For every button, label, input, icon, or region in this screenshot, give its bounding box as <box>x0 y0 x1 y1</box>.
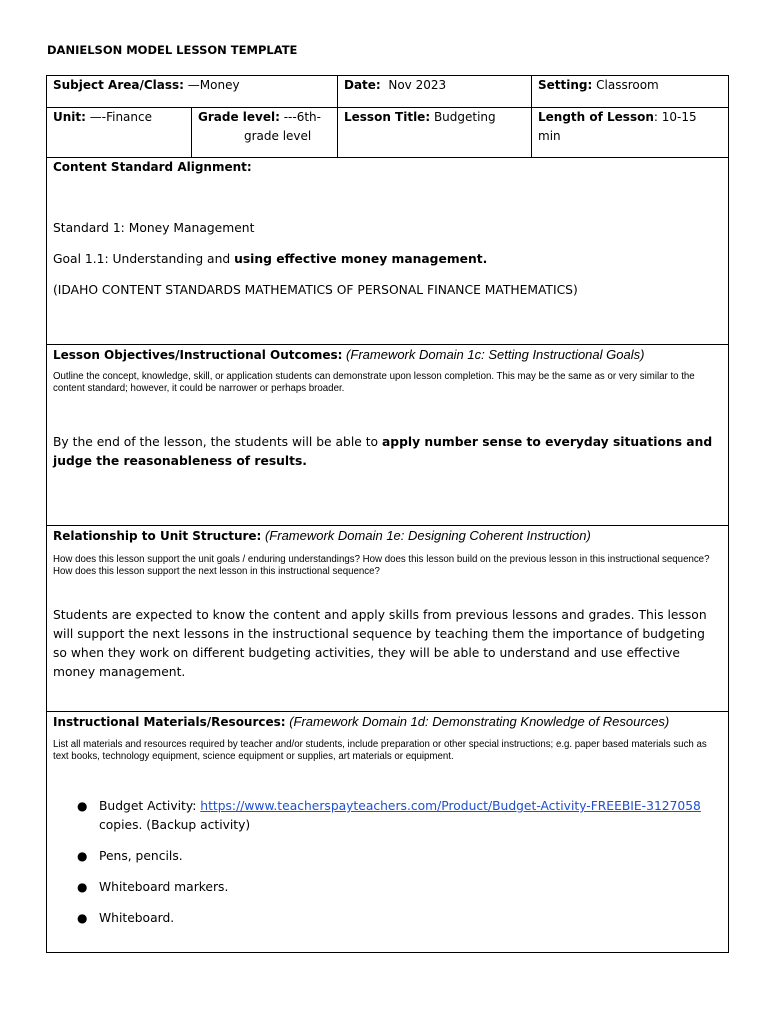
unit-cell <box>47 108 192 158</box>
objectives-cell <box>47 345 729 526</box>
setting-cell <box>532 76 729 108</box>
content-standard-heading: Content Standard Alignment: <box>53 160 252 174</box>
unit-structure-cell <box>47 526 729 712</box>
unit-structure-heading: Relationship to Unit Structure: <box>53 529 262 543</box>
materials-row <box>47 712 729 953</box>
materials-item-whiteboard <box>53 909 722 928</box>
unit-structure-row <box>47 526 729 712</box>
objectives-domain: (Framework Domain 1c: Setting Instructional Goals) <box>342 347 645 362</box>
materials-cell <box>47 712 729 953</box>
goal-prefix: Goal 1.1: Understanding and <box>53 252 235 266</box>
length-cell <box>532 108 729 158</box>
objectives-help: Outline the concept, knowledge, skill, or application students can demonstrate upon lesson completion. This may be the same as or very similar to the content standard; however, it could be narrower or perhaps broader. <box>53 371 695 394</box>
materials-item-budget-activity <box>53 797 722 835</box>
objectives-row <box>47 345 729 526</box>
materials-domain: (Framework Domain 1d: Demonstrating Knowledge of Resources) <box>285 714 670 729</box>
goal-text <box>53 250 722 269</box>
materials-item-pens <box>53 847 722 866</box>
lesson-plan-table <box>46 75 729 953</box>
item1-suffix: copies. (Backup activity) <box>99 818 251 832</box>
bullet-icon: ● <box>77 799 88 813</box>
content-standard-row <box>47 158 729 345</box>
materials-help: List all materials and resources required by teacher and/or students, include preparation or other special instructions; e.g. paper based materials such as text books, technology equipment, science equipment or supplies, art materials or equipment. <box>53 739 707 762</box>
bullet-icon: ● <box>77 911 88 925</box>
unit-structure-help: How does this lesson support the unit goals / enduring understandings? How does this lesson build on the previous lesson in this instructional sequence? How does this lesson support the next lesson in this instructional sequence? <box>53 554 710 577</box>
materials-heading: Instructional Materials/Resources: <box>53 715 286 729</box>
header-row-1 <box>47 76 729 108</box>
materials-item-markers <box>53 878 722 897</box>
unit-structure-domain: (Framework Domain 1e: Designing Coherent Instruction) <box>261 528 591 543</box>
subject-label: Subject Area/Class: <box>53 78 184 92</box>
document-title: DANIELSON MODEL LESSON TEMPLATE <box>47 43 298 57</box>
objectives-text-prefix: By the end of the lesson, the students will be able to <box>53 435 382 449</box>
objectives-heading: Lesson Objectives/Instructional Outcomes: <box>53 348 343 362</box>
subject-value: —Money <box>183 78 240 92</box>
subject-cell <box>47 76 338 108</box>
item2-text: Pens, pencils. <box>99 849 183 863</box>
date-cell <box>338 76 532 108</box>
date-value: Nov 2023 <box>380 78 447 92</box>
unit-label: Unit: <box>53 110 86 124</box>
setting-label: Setting: <box>538 78 593 92</box>
objectives-heading-line <box>53 345 722 365</box>
item4-text: Whiteboard. <box>99 911 175 925</box>
bullet-icon: ● <box>77 880 88 894</box>
length-label: Length of Lesson <box>538 110 654 124</box>
objectives-text-bold: apply number sense to everyday situations and judge the reasonableness of results. <box>53 435 713 468</box>
length-value: : 10-15 min <box>538 110 697 143</box>
item1-prefix: Budget Activity: <box>99 799 201 813</box>
unit-value: —-Finance <box>85 110 152 124</box>
materials-list <box>53 797 722 928</box>
grade-cell <box>192 108 338 158</box>
grade-label: Grade level: <box>198 110 280 124</box>
setting-value: Classroom <box>592 78 659 92</box>
header-row-2 <box>47 108 729 158</box>
lesson-title-label: Lesson Title: <box>344 110 431 124</box>
grade-value-line2: grade level <box>244 129 312 143</box>
lesson-title-cell <box>338 108 532 158</box>
unit-structure-text: Students are expected to know the content and apply skills from previous lessons and grades. This lesson will support the next lessons in the instructional sequence by teaching them the importance of budgeting so when they work on different budgeting activities, they will be able to understand and use effective money management. <box>53 608 707 679</box>
standard-source: (IDAHO CONTENT STANDARDS MATHEMATICS OF PERSONAL FINANCE MATHEMATICS) <box>53 283 578 297</box>
goal-bold: using effective money management. <box>234 252 488 266</box>
bullet-icon: ● <box>77 849 88 863</box>
standard-text: Standard 1: Money Management <box>53 221 255 235</box>
unit-structure-heading-line <box>53 526 722 546</box>
content-standard-cell <box>47 158 729 345</box>
objectives-text <box>53 433 722 471</box>
date-label: Date: <box>344 78 381 92</box>
materials-heading-line <box>53 712 722 732</box>
budget-activity-link[interactable]: https://www.teacherspayteachers.com/Product/Budget-Activity-FREEBIE-3127058 <box>200 799 701 813</box>
grade-value-line1: ---6th- <box>279 110 321 124</box>
item3-text: Whiteboard markers. <box>99 880 229 894</box>
lesson-title-value: Budgeting <box>430 110 496 124</box>
